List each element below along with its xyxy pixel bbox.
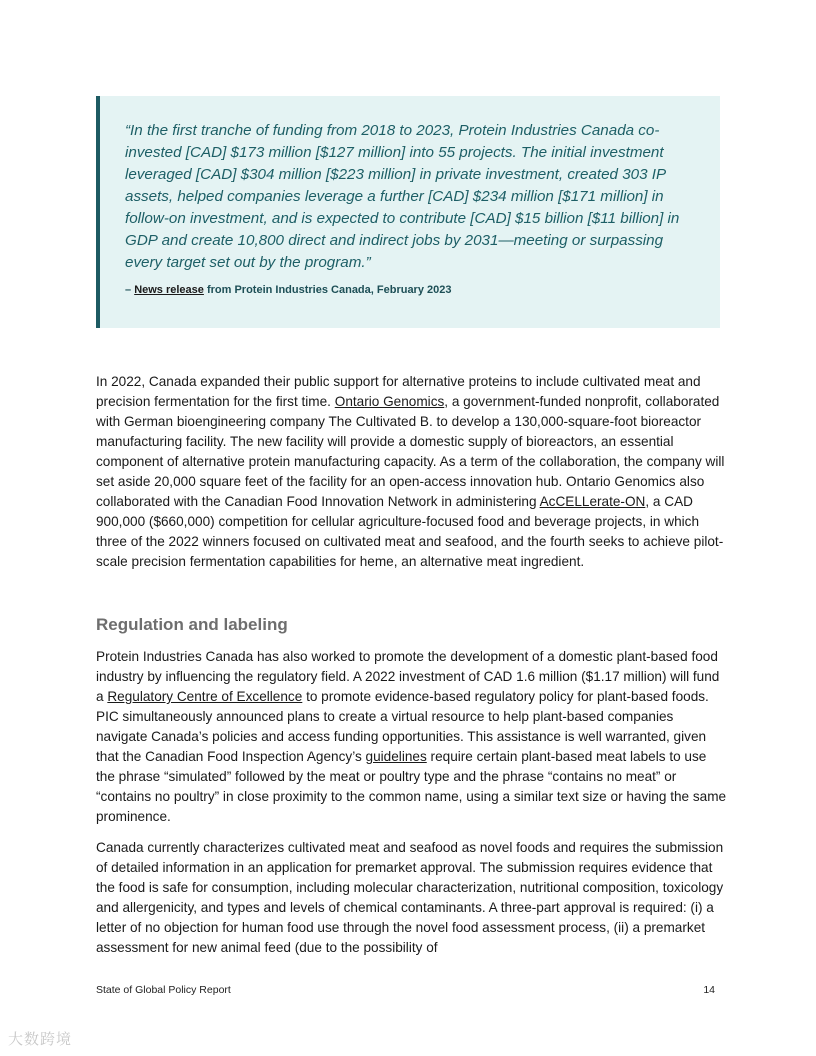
quote-text: “In the first tranche of funding from 2018 to 2023, Protein Industries Canada co-invested [CAD] $173 million [$127 million] into 55 projects. The initial investment leveraged [CAD] $304 million [$223 million] in private investment, created 303 IP assets, helped companies leverage a further [CAD] $234 million [$171 million] in follow-on investment, and is expected to contribute [CAD] $15 billion [$11 billion] in GDP and create 10,800 direct and indirect jobs by 2031—meeting or surpassing every target set out by the program.” [125,122,680,271]
quote-source-suffix: from Protein Industries Canada, February 2023 [203,284,452,296]
paragraph-text: , a government-funded nonprofit, collaborated with German bioengineering company The Cultivated B. to develop a 130,000-square-foot bioreactor manufacturing facility. The new facility will provide a domestic supply of bioreactors, an essential component of alternative protein manufacturing capacity. As a term of the collaboration, the company will set aside 20,000 square feet of the facility for an open-access innovation hub. Ontario Genomics also collaborated with the Canadian Food Innovation Network in administering [96,394,725,509]
paragraph-text: Protein Industries Canada has also worked to promote the development of a domestic plant-based food industry by influencing the regulatory field. A 2022 investment of CAD 1.6 million ($1.17 million) will fund a [96,649,720,704]
footer-page-number: 14 [703,984,715,996]
quote-source [125,284,680,296]
news-release-link[interactable]: News release [134,284,204,296]
ontario-genomics-link[interactable]: Ontario Genomics [334,394,445,409]
quote-source-prefix: – [125,284,135,296]
footer-report-title: State of Global Policy Report [96,984,231,996]
paragraph-text: In 2022, Canada expanded their public support for alternative proteins to include cultivated meat and precision fermentation for the first time. [96,374,701,409]
paragraph-text: to promote evidence-based regulatory policy for plant-based foods. PIC simultaneously announced plans to create a virtual resource to help plant-based companies navigate Canada’s policies and access funding opportunities. This assistance is well warranted, given that the Canadian Food Inspection Agency’s [96,689,709,764]
paragraph-text: , a CAD 900,000 ($660,000) competition for cellular agriculture-focused food and beverage projects, in which three of the 2022 winners focused on cultivated meat and seafood, and the fourth seeks to achieve pilot-scale precision fermentation capabilities for heme, an alternative meat ingredient. [96,494,724,569]
paragraph-novel-foods: Canada currently characterizes cultivated meat and seafood as novel foods and requires the submission of detailed information in an application for premarket approval. The submission requires evidence that the food is safe for consumption, including molecular characterization, nutritional composition, toxicology and allergenicity, and types and levels of chemical contaminants. A three-part approval is required: (i) a letter of no objection for human food use through the novel food assessment process, (ii) a premarket assessment for new animal feed (due to the possibility of [96,840,724,955]
accellerate-on-link[interactable]: AcCELLerate-ON [539,494,646,509]
paragraph-alternative-proteins [96,372,728,572]
paragraph-regulation [96,647,728,827]
pull-quote [96,96,720,328]
section-heading: Regulation and labeling [96,615,288,634]
regulatory-centre-link[interactable]: Regulatory Centre of Excellence [107,689,303,704]
paragraph-text: require certain plant-based meat labels to use the phrase “simulated” followed by the meat or poultry type and the phrase “contains no meat” or “contains no poultry” in close proximity to the common name, using a similar text size or having the same prominence. [96,749,727,824]
watermark-logo: 大数跨境 [8,1031,73,1048]
guidelines-link[interactable]: guidelines [365,749,427,764]
